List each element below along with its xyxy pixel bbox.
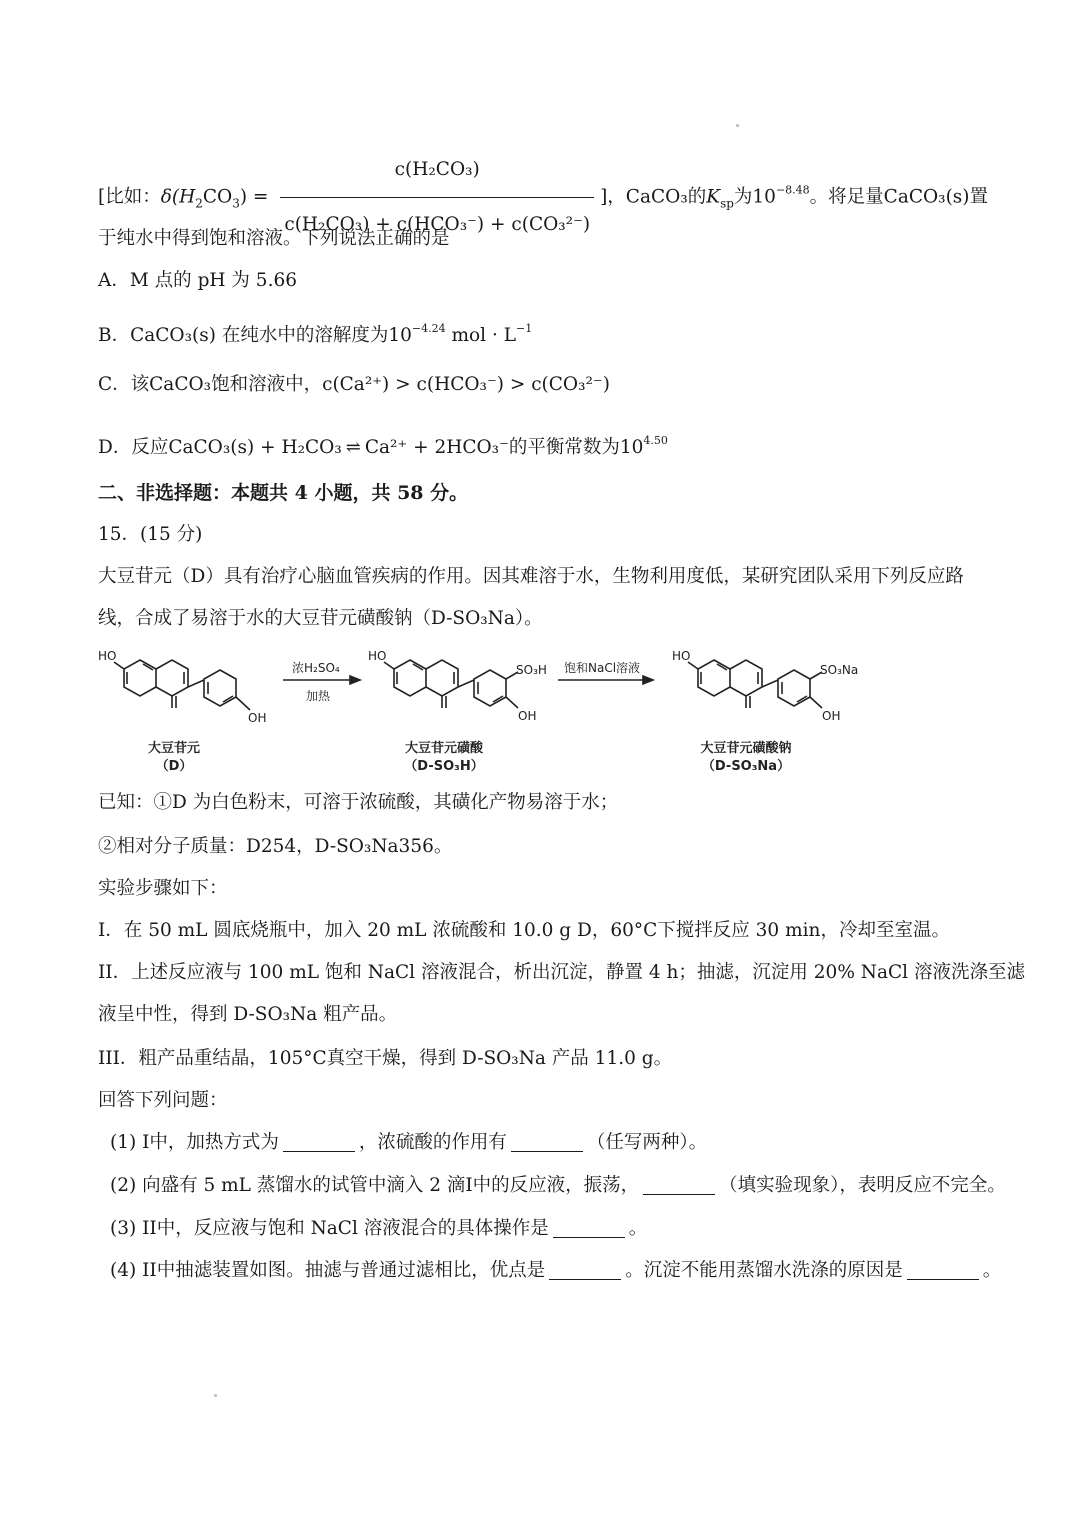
- compound-name-3: 大豆苷元磺酸钠: [700, 741, 792, 756]
- ho-label-1: HO: [98, 649, 117, 663]
- option-b-unit-exponent: −1: [516, 322, 533, 335]
- compound-label-3: （D-SO₃Na）: [701, 759, 791, 774]
- stem-line-2: 于纯水中得到饱和溶液。下列说法正确的是: [98, 228, 450, 249]
- option-d-text: D．反应CaCO₃(s) + H₂CO₃: [98, 437, 342, 458]
- option-a: A．M 点的 pH 为 5.66: [98, 270, 297, 291]
- option-b-text: B．CaCO₃(s) 在纯水中的溶解度为10: [98, 325, 412, 346]
- q4-blank-1[interactable]: [549, 1261, 621, 1280]
- q2-text-b: （填实验现象），表明反应不完全。: [719, 1175, 1006, 1196]
- oh-label-1: OH: [248, 711, 267, 725]
- q2-text-a: (2) 向盛有 5 mL 蒸馏水的试管中滴入 2 滴I中的反应液，振荡，: [110, 1175, 640, 1196]
- question-1: [110, 1130, 984, 1156]
- reaction-scheme: [98, 640, 898, 780]
- compound-label-1: （D）: [155, 759, 193, 774]
- sulfonate-sodium-structure: [688, 660, 822, 708]
- so3na-label: SO₃Na: [820, 663, 859, 677]
- compound-label-2: （D-SO₃H）: [404, 759, 484, 774]
- equals-sign: ) =: [239, 186, 269, 208]
- q3-blank[interactable]: [553, 1219, 625, 1238]
- option-c: C．该CaCO₃饱和溶液中，c(Ca²⁺) > c(HCO₃⁻) > c(CO₃²⁻): [98, 374, 610, 395]
- q2-blank[interactable]: [643, 1176, 715, 1195]
- intro-line-2: 线，合成了易溶于水的大豆苷元磺酸钠（D-SO₃Na）。: [98, 608, 543, 629]
- q4-blank-2[interactable]: [907, 1261, 979, 1280]
- step-2-line-2: 液呈中性，得到 D-SO₃Na 粗产品。: [98, 1004, 398, 1025]
- q1-blank-2[interactable]: [511, 1133, 583, 1152]
- q1-text-c: （任写两种）。: [586, 1132, 708, 1153]
- question-2: [110, 1173, 1006, 1199]
- section-title: 二、非选择题：本题共 4 小题，共 58 分。: [98, 482, 469, 504]
- arrow1-reagent: 浓H₂SO₄: [292, 661, 340, 675]
- ksp-subscript: sp: [720, 196, 734, 211]
- top-formula-line: [比如：$\delta(H_2CO_3)$ = $\frac{\text{c(H₂CO₃)}}{\text{c(H₂CO₃) + c(HCO₃⁻) + c(CO₃²⁻)}}$ ]，CaCO₃的$K_{sp}$为$10^{-8.48}$。将足量CaCO₃(s)置: [98, 146, 984, 249]
- oh-label-2: OH: [518, 709, 537, 723]
- equilibrium-arrow-icon: ⇌: [345, 437, 361, 458]
- q1-text-a: (1) I中，加热方式为: [110, 1132, 279, 1153]
- delta-symbol: δ(H: [160, 186, 196, 208]
- intro-line-1: 大豆苷元（D）具有治疗心脑血管疾病的作用。因其难溶于水，生物利用度低，某研究团队采用下列反应路: [98, 566, 964, 587]
- q3-text-b: 。: [628, 1218, 648, 1239]
- q1-text-b: ，浓硫酸的作用有: [358, 1132, 507, 1153]
- step-3: III．粗产品重结晶，105°C真空干燥，得到 D-SO₃Na 产品 11.0 g。: [98, 1048, 673, 1069]
- sulfonic-acid-structure: [384, 660, 518, 708]
- steps-title: 实验步骤如下：: [98, 878, 228, 899]
- step-2-line-1: II．上述反应液与 100 mL 饱和 NaCl 溶液混合，析出沉淀，静置 4 h；抽滤，沉淀用 20% NaCl 溶液洗涤至滤: [98, 962, 1025, 983]
- fraction-numerator: c(H₂CO₃): [280, 146, 594, 198]
- delta-species: CO: [202, 186, 233, 208]
- answer-title: 回答下列问题：: [98, 1090, 228, 1111]
- scan-speck: [736, 124, 739, 127]
- fraction-denominator: c(H₂CO₃) + c(HCO₃⁻) + c(CO₃²⁻): [284, 214, 591, 235]
- known-2: ②相对分子质量：D254，D-SO₃Na356。: [98, 836, 453, 857]
- q1-blank-1[interactable]: [283, 1133, 355, 1152]
- question-15-header: 15．(15 分): [98, 524, 203, 545]
- question-4: [110, 1258, 1002, 1284]
- formula-prefix: [比如：: [98, 186, 161, 208]
- daidzein-structure: [114, 660, 250, 710]
- ho-label-2: HO: [368, 649, 387, 663]
- q3-text-a: (3) II中，反应液与饱和 NaCl 溶液混合的具体操作是: [110, 1218, 549, 1239]
- so3h-label: SO₃H: [516, 663, 547, 677]
- caco3-label: ]，CaCO₃的: [600, 186, 707, 208]
- option-b-unit: mol · L: [445, 325, 516, 346]
- ksp-text: 为10: [733, 186, 776, 208]
- q4-text-b: 。沉淀不能用蒸馏水洗涤的原因是: [625, 1260, 903, 1281]
- oh-label-3: OH: [822, 709, 841, 723]
- scan-speck: [214, 1394, 217, 1397]
- arrow1-condition: 加热: [306, 689, 331, 703]
- step-1: I．在 50 mL 圆底烧瓶中，加入 20 mL 浓硫酸和 10.0 g D，60°C下搅拌反应 30 min，冷却至室温。: [98, 920, 950, 941]
- ksp-exponent: −8.48: [775, 183, 810, 197]
- formula-tail: 。将足量CaCO₃(s)置: [809, 186, 989, 208]
- ksp-symbol: K: [706, 186, 721, 208]
- ho-label-3: HO: [672, 649, 691, 663]
- arrow2-reagent: 饱和NaCl溶液: [564, 661, 641, 675]
- compound-name-2: 大豆苷元磺酸: [404, 741, 484, 756]
- compound-name-1: 大豆苷元: [147, 741, 201, 756]
- option-d: [98, 428, 984, 461]
- q4-text-c: 。: [982, 1260, 1002, 1281]
- q4-text-a: (4) II中抽滤装置如图。抽滤与普通过滤相比，优点是: [110, 1260, 546, 1281]
- option-d-middle: Ca²⁺ + 2HCO₃⁻的平衡常数为10: [364, 437, 644, 458]
- option-b: [98, 316, 984, 349]
- known-1: 已知：①D 为白色粉末，可溶于浓硫酸，其磺化产物易溶于水；: [98, 792, 619, 813]
- option-b-exponent: −4.24: [411, 322, 446, 335]
- option-d-exponent: 4.50: [643, 434, 668, 447]
- question-3: [110, 1216, 984, 1242]
